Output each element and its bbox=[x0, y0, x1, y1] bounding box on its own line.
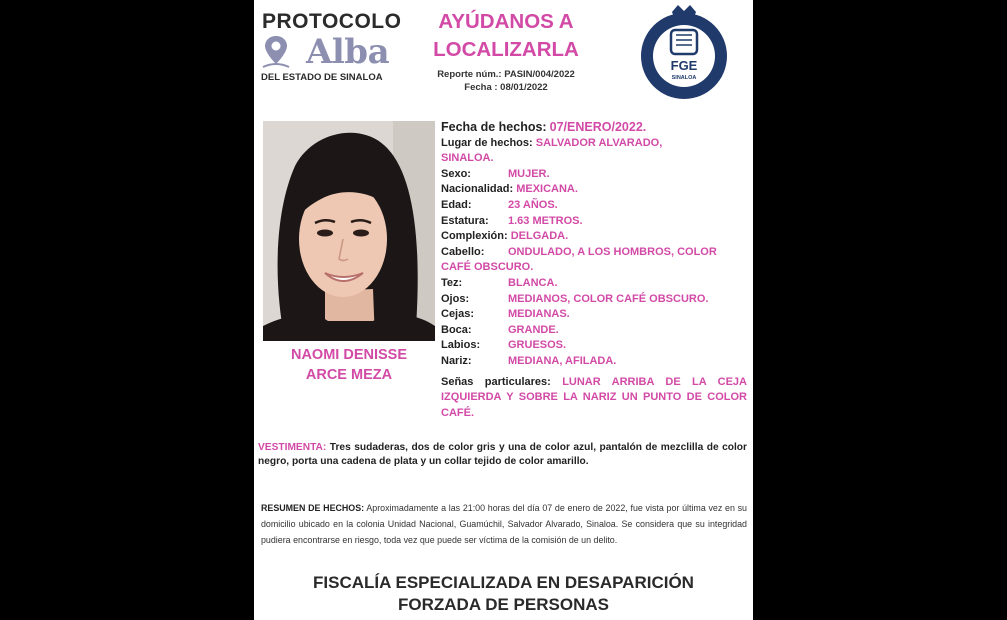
fact-value: MEDIANOS, COLOR CAFÉ OBSCURO. bbox=[508, 292, 709, 305]
fact-sexo bbox=[441, 167, 747, 183]
portrait-image bbox=[263, 121, 435, 341]
fact-ojos bbox=[441, 292, 747, 308]
fact-value: GRANDE. bbox=[508, 323, 559, 336]
person-details bbox=[441, 120, 747, 421]
footer-line2: FORZADA DE PERSONAS bbox=[398, 595, 609, 614]
vestimenta-label: VESTIMENTA: bbox=[258, 442, 327, 453]
estado-subtitle: DEL ESTADO DE SINALOA bbox=[261, 72, 383, 83]
fact-value: BLANCA. bbox=[508, 276, 558, 289]
person-name-line1: NAOMI DENISSE bbox=[290, 347, 407, 363]
protocolo-title: PROTOCOLO bbox=[262, 10, 402, 33]
fact-lugar-hechos-cont bbox=[441, 151, 747, 167]
fact-value: 07/ENERO/2022. bbox=[549, 120, 647, 134]
fact-value: SALVADOR ALVARADO, bbox=[535, 136, 663, 149]
person-photo bbox=[263, 121, 435, 341]
fact-value: LUNAR ARRIBA DE LA CEJA IZQUIERDA Y SOBRE LA NARIZ UN PUNTO DE COLOR CAFÉ. bbox=[441, 375, 747, 419]
fact-label: Lugar de hechos: bbox=[441, 136, 533, 149]
fact-label: Tez: bbox=[441, 276, 463, 289]
fact-label: Sexo: bbox=[441, 167, 471, 180]
fact-value: SINALOA. bbox=[441, 152, 494, 165]
fact-boca bbox=[441, 323, 747, 339]
fact-value: GRUESOS. bbox=[508, 339, 567, 352]
poster-title-line1: AYÚDANOS A bbox=[438, 10, 574, 33]
fact-value: 23 AÑOS. bbox=[508, 198, 558, 211]
vestimenta-text: Tres sudaderas, dos de color gris y una de color azul, pantalón de mezclilla de color negro, porta una cadena de plata y un collar tejido de color amarillo. bbox=[258, 442, 747, 467]
fact-cejas bbox=[441, 307, 747, 323]
poster-title bbox=[416, 8, 596, 64]
fact-label: Fecha de hechos: bbox=[441, 120, 547, 134]
alba-logo-text: Alba bbox=[306, 32, 390, 72]
fact-label: Edad: bbox=[441, 198, 472, 211]
fact-label: Señas particulares: bbox=[441, 375, 551, 388]
report-info bbox=[416, 68, 596, 94]
poster-title-line2: LOCALIZARLA bbox=[433, 38, 579, 61]
seal-fge-text: FGE bbox=[670, 58, 698, 73]
fact-value: 1.63 METROS. bbox=[508, 214, 583, 227]
person-name-line2: ARCE MEZA bbox=[305, 367, 393, 383]
resumen-section bbox=[261, 500, 747, 548]
fact-label: Complexión: bbox=[441, 230, 508, 243]
fact-label: Boca: bbox=[441, 323, 472, 336]
vestimenta-section bbox=[258, 441, 747, 469]
fact-value: DELGADA. bbox=[510, 230, 569, 243]
fact-label: Cejas: bbox=[441, 308, 475, 321]
fact-label: Nacionalidad: bbox=[441, 183, 514, 196]
fact-fecha-hechos bbox=[441, 120, 747, 136]
report-date: Fecha : 08/01/2022 bbox=[464, 82, 548, 93]
fge-seal-logo bbox=[638, 2, 730, 102]
missing-person-poster bbox=[254, 0, 753, 620]
person-name bbox=[263, 345, 435, 385]
resumen-label: RESUMEN DE HECHOS: bbox=[261, 503, 365, 513]
fact-label: Nariz: bbox=[441, 354, 472, 367]
fact-value: CAFÉ OBSCURO. bbox=[441, 261, 534, 274]
fact-complexion bbox=[441, 229, 747, 245]
fact-labios bbox=[441, 338, 747, 354]
fact-label: Labios: bbox=[441, 339, 481, 352]
fact-value: MEDIANA, AFILADA. bbox=[508, 354, 617, 367]
footer-line1: FISCALÍA ESPECIALIZADA EN DESAPARICIÓN bbox=[313, 573, 694, 592]
fact-value: MEXICANA. bbox=[516, 183, 578, 196]
resumen-text: Aproximadamente a las 21:00 horas del día 07 de enero de 2022, fue vista por última vez en su domicilio ubicado en la colonia Unidad Nacional, Guamúchil, Salvador Alvarado, Sinaloa. Se considera que su integridad pudiera encontrarse en riesgo, toda vez que puede ser víctima de la comisión de un delito. bbox=[261, 503, 747, 545]
fact-value: ONDULADO, A LOS HOMBROS, COLOR bbox=[508, 245, 717, 258]
fact-senas-particulares bbox=[441, 375, 747, 422]
fact-cabello bbox=[441, 245, 747, 261]
fact-cabello-cont bbox=[441, 260, 747, 276]
seal-sinaloa-text: SINALOA bbox=[671, 75, 697, 81]
fact-nacionalidad bbox=[441, 182, 747, 198]
fact-edad bbox=[441, 198, 747, 214]
location-pin-icon bbox=[262, 34, 290, 70]
fact-estatura bbox=[441, 214, 747, 230]
fact-nariz bbox=[441, 354, 747, 370]
fact-label: Estatura: bbox=[441, 214, 489, 227]
fact-tez bbox=[441, 276, 747, 292]
fact-lugar-hechos bbox=[441, 136, 747, 152]
fact-value: MUJER. bbox=[508, 167, 550, 180]
fact-label: Ojos: bbox=[441, 292, 470, 305]
footer-agency bbox=[254, 572, 753, 616]
fact-value: MEDIANAS. bbox=[508, 308, 570, 321]
report-number: Reporte núm.: PASIN/004/2022 bbox=[437, 69, 575, 80]
fact-label: Cabello: bbox=[441, 245, 485, 258]
